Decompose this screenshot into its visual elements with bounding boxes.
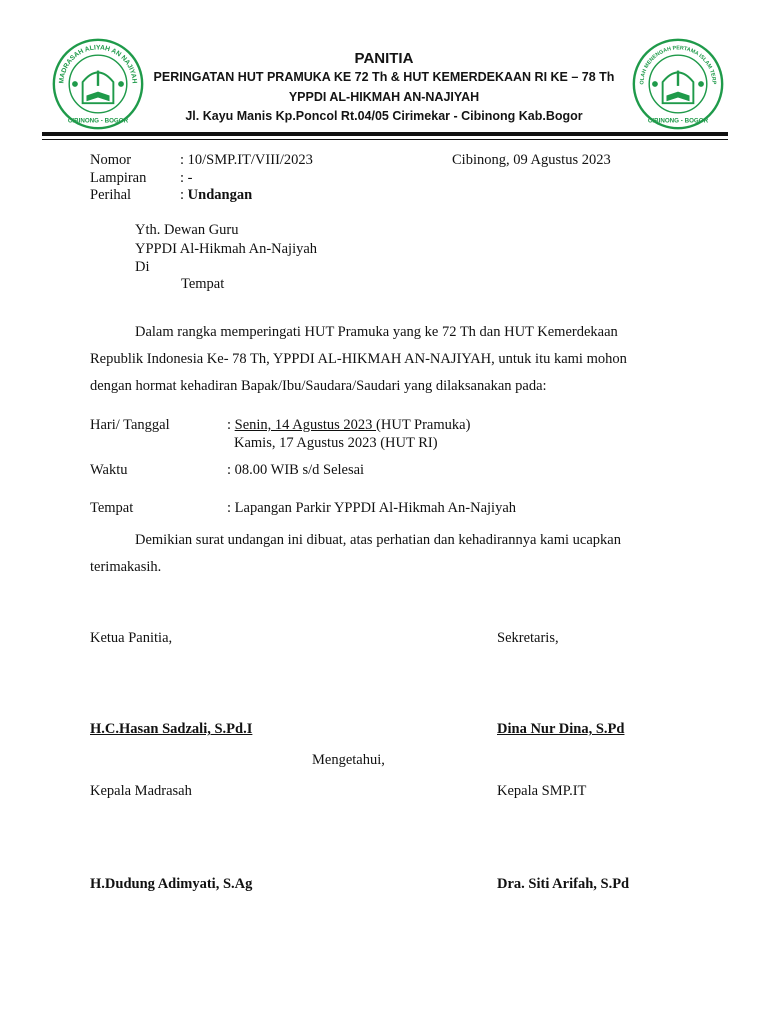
ketua-name: H.C.Hasan Sadzali, S.Pd.I xyxy=(90,721,253,737)
logo-left-ring-text: MADRASAH ALIYAH AN NAJIYAH xyxy=(58,44,138,84)
hari-value-1: Senin, 14 Agustus 2023 xyxy=(234,417,377,433)
body-line-1: Dalam rangka memperingati HUT Pramuka yang ke 72 Th dan HUT Kemerdekaan xyxy=(135,324,618,340)
kepala-madrasah-title: Kepala Madrasah xyxy=(90,783,192,799)
body-line-2: Republik Indonesia Ke- 78 Th, YPPDI AL-HIKMAH AN-NAJIYAH, untuk itu kami mohon xyxy=(90,351,627,367)
perihal-row xyxy=(180,187,252,204)
ketua-title: Ketua Panitia, xyxy=(90,630,173,646)
recipient-line-1: Yth. Dewan Guru xyxy=(135,222,239,238)
lampiran-value: : - xyxy=(180,170,193,186)
perihal-label: Perihal xyxy=(90,187,132,203)
hari-value-2: Kamis, 17 Agustus 2023 (HUT RI) xyxy=(234,435,438,451)
closing-line-1: Demikian surat undangan ini dibuat, atas perhatian dan kehadirannya kami ucapkan xyxy=(135,532,621,548)
sekretaris-name: Dina Nur Dina, S.Pd xyxy=(497,721,625,737)
kepala-smp-name: Dra. Siti Arifah, S.Pd xyxy=(497,876,630,892)
hari-note-1: (HUT Pramuka) xyxy=(376,417,471,433)
logo-right-ring-text: OLAH MENENGAH PERTAMA ISLAM TERP xyxy=(639,45,717,85)
tempat-value: : Lapangan Parkir YPPDI Al-Hikmah An-Najiyah xyxy=(227,500,517,516)
nomor-label: Nomor xyxy=(90,152,132,168)
letterhead-divider-thick xyxy=(42,132,728,136)
place-date: Cibinong, 09 Agustus 2023 xyxy=(452,152,611,168)
kepala-smp-title: Kepala SMP.IT xyxy=(497,783,587,799)
header-event: PERINGATAN HUT PRAMUKA KE 72 Th & HUT KEMERDEKAAN RI KE – 78 Th xyxy=(153,70,615,84)
letterhead-divider-thin xyxy=(42,139,728,140)
mengetahui: Mengetahui, xyxy=(312,752,385,768)
waktu-value: : 08.00 WIB s/d Selesai xyxy=(227,462,365,478)
recipient-line-2: YPPDI Al-Hikmah An-Najiyah xyxy=(135,241,318,257)
hari-colon: : xyxy=(227,417,235,433)
hari-label: Hari/ Tanggal xyxy=(90,417,170,433)
kepala-madrasah-name: H.Dudung Adimyati, S.Ag xyxy=(90,876,253,892)
tempat-label: Tempat xyxy=(90,500,134,516)
waktu-label: Waktu xyxy=(90,462,128,478)
logo-right-bottom-text: CIBINONG - BOGOR xyxy=(647,117,709,125)
closing-line-2: terimakasih. xyxy=(90,559,162,575)
recipient-line-3: Di xyxy=(135,259,150,275)
body-line-3: dengan hormat kehadiran Bapak/Ibu/Saudara/Saudari yang dilaksanakan pada: xyxy=(90,378,547,394)
sekretaris-title: Sekretaris, xyxy=(497,630,559,646)
nomor-value: : 10/SMP.IT/VIII/2023 xyxy=(180,152,313,168)
hari-row-1 xyxy=(227,417,470,434)
perihal-value: Undangan xyxy=(187,187,253,203)
logo-left-bottom-text: CIBINONG - BOGOR xyxy=(67,117,129,125)
recipient-line-4: Tempat xyxy=(181,276,225,292)
header-org: PANITIA xyxy=(354,50,414,67)
header-address: Jl. Kayu Manis Kp.Poncol Rt.04/05 Cirimekar - Cibinong Kab.Bogor xyxy=(185,109,583,123)
perihal-colon: : xyxy=(180,187,188,203)
header-institution: YPPDI AL-HIKMAH AN-NAJIYAH xyxy=(288,90,480,104)
lampiran-label: Lampiran xyxy=(90,170,147,186)
